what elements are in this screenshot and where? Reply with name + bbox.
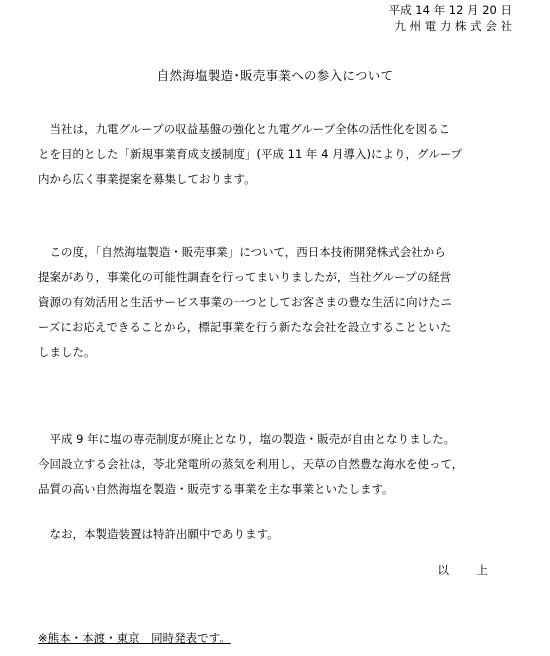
simultaneous-release-note: ※熊本・本渡・東京 同時発表です。: [38, 631, 231, 645]
paragraph-line: ーズにお応えできることから，標記事業を行う新たな会社を設立することといた: [38, 320, 452, 334]
paragraph-line: 提案があり，事業化の可能性調査を行ってまいりましたが，当社グループの経営: [38, 270, 452, 284]
paragraph-business-details: [38, 427, 518, 502]
paragraph-background: [38, 117, 518, 192]
paragraph-line: 品質の高い自然海塩を製造・販売する事業を主な事業といたします。: [38, 482, 394, 496]
paragraph-line: 資源の有効活用と生活サービス事業の一つとしてお客さまの豊な生活に向けたニ: [38, 295, 452, 309]
paragraph-patent-note: [38, 522, 518, 547]
paragraph-line: 今回設立する会社は，苓北発電所の蒸気を利用し，天草の自然豊な海水を使って，: [38, 457, 464, 471]
document-title: 自然海塩製造･販売事業への参入について: [156, 68, 394, 83]
document-header: [389, 2, 512, 34]
paragraph-line: とを目的とした「新規事業育成支援制度」(平成 11 年 4 月導入)により，グループ: [38, 147, 463, 161]
paragraph-line: 内から広く事業提案を募集しております。: [38, 172, 256, 186]
paragraph-line: 当社は，九電グループの収益基盤の強化と九電グループ全体の活性化を図るこ: [38, 122, 451, 136]
paragraph-line: しました。: [38, 345, 96, 359]
paragraph-announcement: [38, 240, 518, 365]
issue-date: 平成 14 年 12 月 20 日: [388, 3, 512, 17]
company-name: 九 州 電 力 株 式 会 社: [394, 19, 512, 33]
closing-mark: 以 上: [437, 563, 496, 577]
paragraph-line: この度，「自然海塩製造・販売事業」について，西日本技術開発株式会社から: [38, 245, 446, 259]
paragraph-line: 平成 9 年に塩の専売制度が廃止となり，塩の製造・販売が自由となりました。: [38, 432, 456, 446]
paragraph-line: なお，本製造装置は特許出願中であります。: [38, 527, 279, 541]
